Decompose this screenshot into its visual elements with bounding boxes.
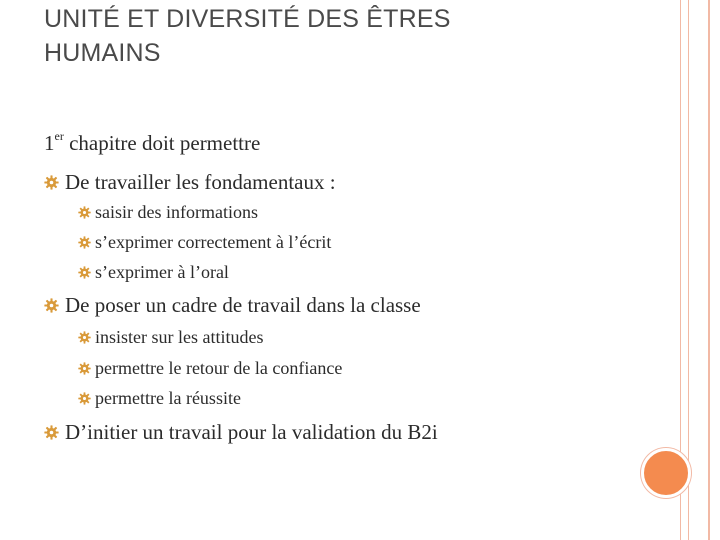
gear-icon <box>78 392 91 405</box>
sub-bullet-text: s’exprimer correctement à l’écrit <box>95 232 332 252</box>
gear-icon <box>44 175 59 190</box>
gear-icon <box>78 266 91 279</box>
sub-bullet-text: s’exprimer à l’oral <box>95 262 229 282</box>
bullet-text: De travailler les fondamentaux : <box>65 170 336 194</box>
sub-bullet-text: permettre la réussite <box>95 388 241 408</box>
gear-icon <box>78 236 91 249</box>
gear-icon <box>78 362 91 375</box>
gear-icon <box>44 425 59 440</box>
intro-text: chapitre doit permettre <box>63 131 261 155</box>
intro-line <box>44 130 260 156</box>
bullet-text: De poser un cadre de travail dans la classe <box>65 293 421 317</box>
gear-icon <box>78 331 91 344</box>
sub-bullet-text: permettre le retour de la confiance <box>95 358 343 378</box>
sub-bullet-text: insister sur les attitudes <box>95 327 264 347</box>
sub-bullet-text: saisir des informations <box>95 202 258 222</box>
intro-prefix: 1 <box>44 131 55 155</box>
border-line <box>708 0 710 540</box>
title-line-2: HUMAINS <box>44 39 161 67</box>
border-line <box>688 0 689 540</box>
intro-superscript: er <box>54 129 64 143</box>
title-line-1: UNITÉ ET DIVERSITÉ DES ÊTRES <box>44 5 451 33</box>
bullet-text: D’initier un travail pour la validation du B2i <box>65 420 438 444</box>
slide-title <box>44 2 451 70</box>
gear-icon <box>44 298 59 313</box>
gear-icon <box>78 206 91 219</box>
decorative-circle <box>641 448 691 498</box>
